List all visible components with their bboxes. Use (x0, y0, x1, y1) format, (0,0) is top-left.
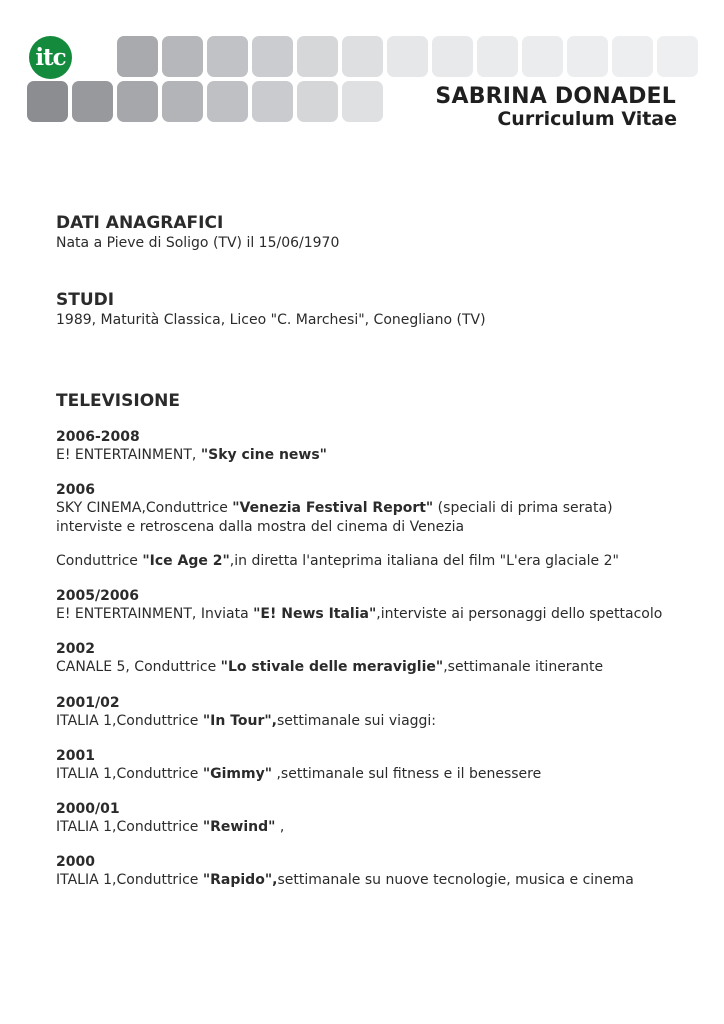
section-heading: STUDI (56, 290, 115, 310)
logo-text: itc (35, 44, 66, 71)
education-info: 1989, Maturità Classica, Liceo "C. Marchesi", Conegliano (TV) (56, 312, 486, 328)
header-tile (252, 81, 293, 122)
header-tile (342, 36, 383, 77)
header-tile (117, 81, 158, 122)
header-tile (72, 81, 113, 122)
header-tile (162, 36, 203, 77)
header-tile (477, 36, 518, 77)
entry-text: ITALIA 1,Conduttrice "In Tour",settimanale sui viaggi: (56, 713, 437, 729)
header-tile (612, 36, 653, 77)
entry-text: ITALIA 1,Conduttrice "Rapido",settimanale su nuove tecnologie, musica e cinema (56, 872, 634, 888)
tv-entry (56, 853, 634, 890)
header-tile (432, 36, 473, 77)
header-tile (522, 36, 563, 77)
entry-text: ITALIA 1,Conduttrice "Rewind" , (56, 819, 285, 835)
header-tile (297, 36, 338, 77)
header-tile (297, 81, 338, 122)
entry-year: 2006-2008 (56, 429, 140, 445)
header-tile (27, 81, 68, 122)
section-televisione (56, 390, 180, 412)
header-tile (117, 36, 158, 77)
entry-text: ITALIA 1,Conduttrice "Gimmy" ,settimanale sul fitness e il benessere (56, 766, 542, 782)
tv-entry (56, 587, 662, 624)
header-tile (252, 36, 293, 77)
entry-text: E! ENTERTAINMENT, "Sky cine news" (56, 447, 327, 463)
entry-year: 2000/01 (56, 801, 120, 817)
entry-text: SKY CINEMA,Conduttrice "Venezia Festival Report" (speciali di prima serata) (56, 500, 613, 516)
section-heading: TELEVISIONE (56, 391, 180, 411)
tv-entry (56, 800, 284, 837)
document-subtitle: Curriculum Vitae (497, 108, 677, 130)
tv-entry (56, 552, 619, 571)
person-name: SABRINA DONADEL (435, 84, 676, 109)
section-studi (56, 289, 486, 330)
section-heading: DATI ANAGRAFICI (56, 213, 224, 233)
tv-entry (56, 694, 436, 731)
entry-year: 2001 (56, 748, 95, 764)
tv-entry (56, 428, 327, 465)
header-tile (207, 81, 248, 122)
header-tile (657, 36, 698, 77)
entry-year: 2001/02 (56, 695, 120, 711)
entry-text: Conduttrice "Ice Age 2",in diretta l'anteprima italiana del film "L'era glaciale 2" (56, 553, 619, 569)
tv-entry (56, 481, 613, 537)
entry-year: 2002 (56, 641, 95, 657)
header-tile (387, 36, 428, 77)
entry-year: 2006 (56, 482, 95, 498)
entry-year: 2005/2006 (56, 588, 140, 604)
entry-year: 2000 (56, 854, 95, 870)
tv-entry (56, 747, 541, 784)
header-tile (207, 36, 248, 77)
header-tile (567, 36, 608, 77)
itc-logo (29, 36, 72, 79)
entry-text: E! ENTERTAINMENT, Inviata "E! News Italia",interviste ai personaggi dello spettacolo (56, 606, 663, 622)
birth-info: Nata a Pieve di Soligo (TV) il 15/06/1970 (56, 235, 340, 251)
logo-year: 2000 (72, 46, 117, 65)
entry-text: CANALE 5, Conduttrice "Lo stivale delle meraviglie",settimanale itinerante (56, 659, 604, 675)
header-tile (342, 81, 383, 122)
tv-entry (56, 640, 603, 677)
entry-text-line2: interviste e retroscena dalla mostra del cinema di Venezia (56, 519, 465, 535)
section-dati-anagrafici (56, 212, 339, 253)
header-tile (162, 81, 203, 122)
